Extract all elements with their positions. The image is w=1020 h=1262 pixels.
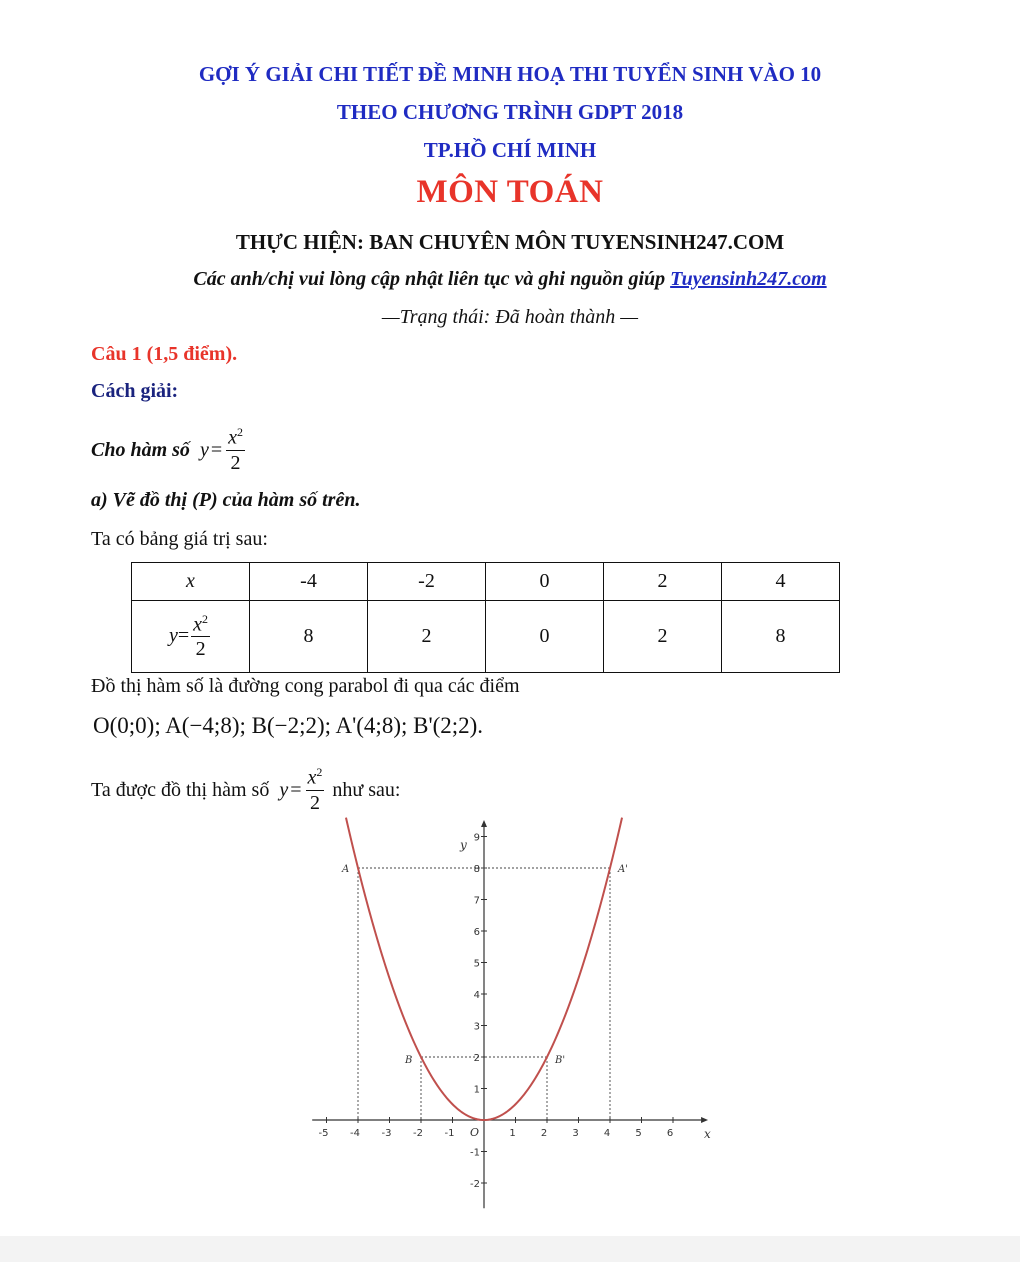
table-intro: Ta có bảng giá trị sau: (91, 528, 268, 550)
x-tick-label: 6 (666, 1128, 674, 1139)
doc-title-line1: GỢI Ý GIẢI CHI TIẾT ĐỀ MINH HOẠ THI TUYỂN SINH VÀO 10 (198, 62, 822, 86)
source-link[interactable]: Tuyensinh247.com (670, 268, 827, 290)
y-tick-label: 3 (473, 1021, 480, 1033)
x-tick-label: 1 (509, 1128, 516, 1139)
x-tick-label: -1 (444, 1128, 455, 1139)
x-axis-label: x (704, 1127, 711, 1141)
graph-intro (91, 762, 400, 818)
table-cell: 0 (486, 601, 604, 673)
doc-title-line2: THEO CHƯƠNG TRÌNH GDPT 2018 (336, 100, 684, 124)
formula-x: x (228, 426, 237, 449)
graph-formula-fraction (306, 766, 325, 814)
parabola-graph (300, 822, 711, 1222)
point-label: B (405, 1055, 413, 1066)
status-line: —Trạng thái: Đã hoàn thành — (381, 306, 639, 328)
page-bottom-margin (0, 1236, 1020, 1262)
graph-formula-x: x (307, 766, 317, 789)
table-cell: -2 (368, 563, 486, 601)
question-title: Câu 1 (1,5 điểm). (91, 343, 238, 365)
table-formula-eq: = (177, 624, 190, 647)
point-label: A' (618, 864, 628, 875)
points-list: O(0;0); A(−4;8); B(−2;2); A'(4;8); B'(2;2). (93, 713, 484, 738)
table-header-x: x (132, 563, 250, 601)
graph-formula-eq: = (290, 778, 302, 801)
y-tick-label: 9 (473, 832, 480, 844)
graph-intro-prefix: Ta được đồ thị hàm số (91, 778, 270, 801)
table-cell: 8 (722, 601, 840, 673)
y-tick-label: 6 (473, 927, 480, 938)
source-note-text: Các anh/chị vui lòng cập nhật liên tục và ghi nguồn giúp (193, 268, 666, 290)
y-tick-label: 5 (473, 958, 480, 970)
graph-formula-exp: 2 (316, 765, 323, 780)
source-note (0, 268, 1020, 291)
x-tick-label: 5 (635, 1128, 642, 1139)
y-axis-arrow (481, 820, 487, 827)
origin-label: O (470, 1126, 480, 1139)
table-header-y (132, 601, 250, 673)
part-a-heading: a) Vẽ đồ thị (P) của hàm số trên. (91, 489, 361, 511)
table-cell: 4 (722, 563, 840, 601)
y-tick-label: -2 (470, 1179, 480, 1190)
formula-y: y (199, 438, 209, 461)
x-tick-label: 2 (540, 1128, 548, 1139)
x-tick-label: -3 (381, 1128, 392, 1139)
graph-intro-suffix: như sau: (332, 778, 401, 801)
table-cell: 2 (368, 601, 486, 673)
table-cell: 0 (486, 563, 604, 601)
points-intro: Đồ thị hàm số là đường cong parabol đi qua các điểm (91, 675, 520, 697)
y-tick-label: 8 (473, 864, 480, 875)
doc-title-line3: TP.HỒ CHÍ MINH (423, 138, 597, 162)
author-line: THỰC HIỆN: BAN CHUYÊN MÔN TUYENSINH247.COM (235, 230, 785, 254)
y-tick-label: 2 (473, 1053, 480, 1064)
given-function (91, 420, 247, 480)
point-label: B' (555, 1055, 566, 1066)
value-table (131, 562, 840, 673)
table-cell: 2 (604, 563, 722, 601)
y-tick-label: 1 (473, 1084, 480, 1096)
formula-eq: = (210, 438, 223, 461)
y-axis-label: y (460, 838, 467, 853)
formula-fraction (226, 426, 245, 474)
table-formula-exp: 2 (202, 611, 209, 626)
graph-formula-y: y (279, 778, 289, 801)
x-tick-label: -4 (350, 1128, 360, 1139)
table-cell: 2 (604, 601, 722, 673)
method-heading: Cách giải: (91, 380, 179, 402)
formula-exp: 2 (237, 425, 243, 440)
given-prefix: Cho hàm số (91, 438, 190, 461)
point-label: A (342, 864, 350, 875)
table-formula-den: 2 (195, 638, 206, 661)
x-tick-label: -5 (318, 1128, 329, 1139)
x-tick-label: 3 (572, 1128, 579, 1139)
x-tick-label: -2 (413, 1128, 423, 1139)
graph-formula-den: 2 (309, 791, 320, 814)
y-tick-label: 7 (473, 895, 480, 907)
table-formula-y: y (168, 624, 178, 647)
subject-title: MÔN TOÁN (416, 174, 604, 210)
y-tick-label: -1 (470, 1147, 480, 1159)
table-formula-x: x (193, 613, 203, 636)
x-tick-label: 4 (603, 1128, 611, 1139)
x-axis-arrow (701, 1117, 708, 1123)
formula-den: 2 (230, 451, 241, 474)
table-cell: -4 (250, 563, 368, 601)
table-cell: 8 (250, 601, 368, 673)
y-tick-label: 4 (473, 990, 480, 1001)
table-formula-fraction (191, 613, 210, 661)
